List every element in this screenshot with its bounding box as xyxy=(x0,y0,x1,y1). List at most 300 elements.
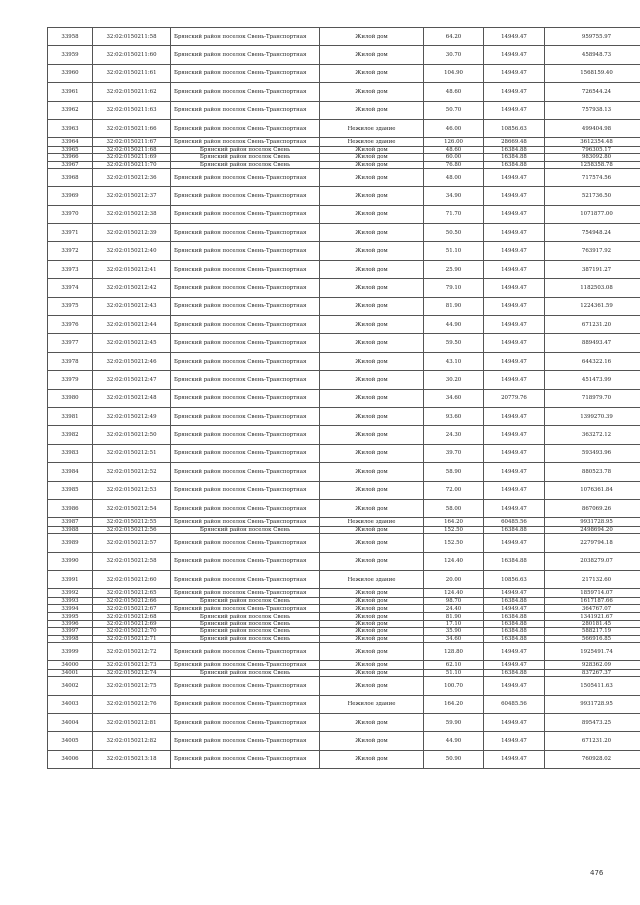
cadastral-number-cell: 32:02:0150212:68 xyxy=(93,613,171,620)
cadastral-number-cell: 32:02:0150212:76 xyxy=(93,695,171,713)
unit-rate-cell: 14949.47 xyxy=(484,279,545,297)
cadastral-number-cell: 32:02:0150212:65 xyxy=(93,589,171,597)
property-table xyxy=(47,27,640,769)
unit-rate-cell: 60485.56 xyxy=(484,518,545,526)
table-row xyxy=(48,669,640,676)
table-row xyxy=(48,101,640,119)
unit-rate-cell: 14949.47 xyxy=(484,28,545,46)
row-number-cell: 33959 xyxy=(48,46,93,64)
row-number-cell: 33991 xyxy=(48,570,93,588)
cadastral-number-cell: 32:02:0150212:37 xyxy=(93,187,171,205)
object-type-cell: Жилой дом xyxy=(320,279,424,297)
row-number-cell: 33964 xyxy=(48,138,93,146)
object-type-cell: Жилой дом xyxy=(320,643,424,661)
cadastral-value-cell: 889493.47 xyxy=(545,334,640,352)
unit-rate-cell: 14949.47 xyxy=(484,297,545,315)
address-cell: Брянский район поселок Свень-Транспортная xyxy=(171,205,320,223)
cadastral-number-cell: 32:02:0150212:36 xyxy=(93,168,171,186)
cadastral-number-cell: 32:02:0150211:62 xyxy=(93,83,171,101)
object-type-cell: Жилой дом xyxy=(320,161,424,168)
cadastral-value-cell: 499404.98 xyxy=(545,119,640,137)
cadastral-value-cell: 796305.17 xyxy=(545,146,640,153)
table-row xyxy=(48,161,640,168)
cadastral-number-cell: 32:02:0150212:39 xyxy=(93,224,171,242)
area-cell: 17.10 xyxy=(424,620,484,627)
row-number-cell: 33979 xyxy=(48,371,93,389)
cadastral-value-cell: 451473.99 xyxy=(545,371,640,389)
area-cell: 100.70 xyxy=(424,677,484,695)
area-cell: 124.40 xyxy=(424,589,484,597)
object-type-cell: Жилой дом xyxy=(320,750,424,768)
row-number-cell: 33984 xyxy=(48,463,93,481)
area-cell: 72.00 xyxy=(424,481,484,499)
address-cell: Брянский район поселок Свень-Транспортная xyxy=(171,138,320,146)
cadastral-number-cell: 32:02:0150213:18 xyxy=(93,750,171,768)
object-type-cell: Жилой дом xyxy=(320,352,424,370)
address-cell: Брянский район поселок Свень xyxy=(171,613,320,620)
unit-rate-cell: 10856.63 xyxy=(484,570,545,588)
table-row xyxy=(48,28,640,46)
table-row xyxy=(48,407,640,425)
object-type-cell: Жилой дом xyxy=(320,168,424,186)
unit-rate-cell: 16384.88 xyxy=(484,613,545,620)
unit-rate-cell: 20779.76 xyxy=(484,389,545,407)
cadastral-number-cell: 32:02:0150212:55 xyxy=(93,518,171,526)
object-type-cell: Жилой дом xyxy=(320,526,424,533)
row-number-cell: 34004 xyxy=(48,713,93,731)
cadastral-value-cell: 1859714.07 xyxy=(545,589,640,597)
cadastral-value-cell: 754948.24 xyxy=(545,224,640,242)
cadastral-value-cell: 280181.45 xyxy=(545,620,640,627)
object-type-cell: Жилой дом xyxy=(320,46,424,64)
address-cell: Брянский район поселок Свень-Транспортная xyxy=(171,352,320,370)
area-cell: 43.10 xyxy=(424,352,484,370)
cadastral-number-cell: 32:02:0150211:70 xyxy=(93,161,171,168)
table-row xyxy=(48,334,640,352)
address-cell: Брянский район поселок Свень-Транспортная xyxy=(171,589,320,597)
cadastral-number-cell: 32:02:0150212:51 xyxy=(93,444,171,462)
cadastral-number-cell: 32:02:0150212:66 xyxy=(93,597,171,604)
area-cell: 34.90 xyxy=(424,187,484,205)
cadastral-value-cell: 2038279.07 xyxy=(545,552,640,570)
area-cell: 62.10 xyxy=(424,661,484,669)
cadastral-number-cell: 32:02:0150212:47 xyxy=(93,371,171,389)
table-row xyxy=(48,297,640,315)
area-cell: 48.00 xyxy=(424,168,484,186)
address-cell: Брянский район поселок Свень xyxy=(171,146,320,153)
table-row xyxy=(48,83,640,101)
row-number-cell: 33967 xyxy=(48,161,93,168)
address-cell: Брянский район поселок Свень xyxy=(171,154,320,161)
row-number-cell: 33971 xyxy=(48,224,93,242)
table-row xyxy=(48,260,640,278)
cadastral-value-cell: 867069.26 xyxy=(545,499,640,517)
cadastral-number-cell: 32:02:0150212:75 xyxy=(93,677,171,695)
table-row xyxy=(48,371,640,389)
row-number-cell: 33988 xyxy=(48,526,93,533)
cadastral-number-cell: 32:02:0150212:52 xyxy=(93,463,171,481)
object-type-cell: Жилой дом xyxy=(320,242,424,260)
unit-rate-cell: 14949.47 xyxy=(484,371,545,389)
row-number-cell: 33960 xyxy=(48,64,93,82)
table-row xyxy=(48,242,640,260)
cadastral-number-cell: 32:02:0150212:81 xyxy=(93,713,171,731)
object-type-cell: Жилой дом xyxy=(320,620,424,627)
cadastral-value-cell: 2279794.18 xyxy=(545,534,640,552)
address-cell: Брянский район поселок Свень-Транспортная xyxy=(171,570,320,588)
cadastral-value-cell: 718979.70 xyxy=(545,389,640,407)
table-row xyxy=(48,205,640,223)
table-row xyxy=(48,613,640,620)
unit-rate-cell: 14949.47 xyxy=(484,83,545,101)
cadastral-number-cell: 32:02:0150212:73 xyxy=(93,661,171,669)
cadastral-number-cell: 32:02:0150212:38 xyxy=(93,205,171,223)
cadastral-number-cell: 32:02:0150212:40 xyxy=(93,242,171,260)
address-cell: Брянский район поселок Свень-Транспортная xyxy=(171,750,320,768)
table-row xyxy=(48,713,640,731)
unit-rate-cell: 14949.47 xyxy=(484,444,545,462)
cadastral-value-cell: 983092.80 xyxy=(545,154,640,161)
row-number-cell: 33993 xyxy=(48,597,93,604)
table-row xyxy=(48,589,640,597)
area-cell: 64.20 xyxy=(424,28,484,46)
cadastral-number-cell: 32:02:0150212:72 xyxy=(93,643,171,661)
row-number-cell: 33969 xyxy=(48,187,93,205)
cadastral-value-cell: 1925491.74 xyxy=(545,643,640,661)
address-cell: Брянский район поселок Свень-Транспортная xyxy=(171,279,320,297)
object-type-cell: Жилой дом xyxy=(320,389,424,407)
cadastral-value-cell: 593493.96 xyxy=(545,444,640,462)
address-cell: Брянский район поселок Свень xyxy=(171,526,320,533)
object-type-cell: Жилой дом xyxy=(320,83,424,101)
object-type-cell: Жилой дом xyxy=(320,444,424,462)
object-type-cell: Жилой дом xyxy=(320,534,424,552)
area-cell: 60.00 xyxy=(424,154,484,161)
area-cell: 25.90 xyxy=(424,260,484,278)
unit-rate-cell: 14949.47 xyxy=(484,481,545,499)
address-cell: Брянский район поселок Свень-Транспортная xyxy=(171,101,320,119)
cadastral-value-cell: 1617187.66 xyxy=(545,597,640,604)
area-cell: 34.60 xyxy=(424,389,484,407)
unit-rate-cell: 14949.47 xyxy=(484,605,545,613)
area-cell: 128.80 xyxy=(424,643,484,661)
unit-rate-cell: 60485.56 xyxy=(484,695,545,713)
address-cell: Брянский район поселок Свень-Транспортная xyxy=(171,552,320,570)
row-number-cell: 33966 xyxy=(48,154,93,161)
area-cell: 24.30 xyxy=(424,426,484,444)
object-type-cell: Жилой дом xyxy=(320,463,424,481)
unit-rate-cell: 14949.47 xyxy=(484,463,545,481)
address-cell: Брянский район поселок Свень xyxy=(171,669,320,676)
table-row xyxy=(48,224,640,242)
row-number-cell: 33998 xyxy=(48,635,93,642)
object-type-cell: Жилой дом xyxy=(320,669,424,676)
table-row xyxy=(48,499,640,517)
area-cell: 164.20 xyxy=(424,695,484,713)
area-cell: 126.00 xyxy=(424,138,484,146)
row-number-cell: 33994 xyxy=(48,605,93,613)
area-cell: 76.80 xyxy=(424,161,484,168)
cadastral-number-cell: 32:02:0150212:82 xyxy=(93,732,171,750)
cadastral-number-cell: 32:02:0150212:54 xyxy=(93,499,171,517)
table-row xyxy=(48,750,640,768)
object-type-cell: Жилой дом xyxy=(320,187,424,205)
address-cell: Брянский район поселок Свень-Транспортная xyxy=(171,46,320,64)
address-cell: Брянский район поселок Свень-Транспортная xyxy=(171,28,320,46)
cadastral-value-cell: 671231.20 xyxy=(545,316,640,334)
cadastral-value-cell: 3612354.48 xyxy=(545,138,640,146)
table-row xyxy=(48,552,640,570)
unit-rate-cell: 14949.47 xyxy=(484,316,545,334)
page-number: 476 xyxy=(590,869,604,877)
table-row xyxy=(48,463,640,481)
cadastral-value-cell: 644322.16 xyxy=(545,352,640,370)
address-cell: Брянский район поселок Свень xyxy=(171,628,320,635)
object-type-cell: Нежилое здание xyxy=(320,570,424,588)
cadastral-value-cell: 837267.37 xyxy=(545,669,640,676)
cadastral-value-cell: 1258358.78 xyxy=(545,161,640,168)
object-type-cell: Нежилое здание xyxy=(320,518,424,526)
cadastral-number-cell: 32:02:0150212:60 xyxy=(93,570,171,588)
area-cell: 34.60 xyxy=(424,635,484,642)
cadastral-number-cell: 32:02:0150212:70 xyxy=(93,628,171,635)
object-type-cell: Жилой дом xyxy=(320,316,424,334)
table-row xyxy=(48,154,640,161)
row-number-cell: 33983 xyxy=(48,444,93,462)
unit-rate-cell: 14949.47 xyxy=(484,242,545,260)
table-body xyxy=(48,28,640,769)
object-type-cell: Жилой дом xyxy=(320,297,424,315)
area-cell: 50.90 xyxy=(424,750,484,768)
table-row xyxy=(48,677,640,695)
cadastral-number-cell: 32:02:0150212:45 xyxy=(93,334,171,352)
cadastral-value-cell: 363272.12 xyxy=(545,426,640,444)
cadastral-value-cell: 1568159.40 xyxy=(545,64,640,82)
row-number-cell: 33974 xyxy=(48,279,93,297)
address-cell: Брянский район поселок Свень-Транспортная xyxy=(171,534,320,552)
object-type-cell: Жилой дом xyxy=(320,426,424,444)
table-row xyxy=(48,279,640,297)
row-number-cell: 33965 xyxy=(48,146,93,153)
row-number-cell: 33961 xyxy=(48,83,93,101)
area-cell: 71.70 xyxy=(424,205,484,223)
address-cell: Брянский район поселок Свень-Транспортная xyxy=(171,389,320,407)
object-type-cell: Нежилое здание xyxy=(320,695,424,713)
cadastral-value-cell: 1076361.84 xyxy=(545,481,640,499)
object-type-cell: Жилой дом xyxy=(320,732,424,750)
table-row xyxy=(48,187,640,205)
table-row xyxy=(48,168,640,186)
address-cell: Брянский район поселок Свень-Транспортная xyxy=(171,260,320,278)
cadastral-number-cell: 32:02:0150212:44 xyxy=(93,316,171,334)
object-type-cell: Нежилое здание xyxy=(320,119,424,137)
table-row xyxy=(48,628,640,635)
object-type-cell: Жилой дом xyxy=(320,154,424,161)
cadastral-number-cell: 32:02:0150211:67 xyxy=(93,138,171,146)
row-number-cell: 34006 xyxy=(48,750,93,768)
cadastral-number-cell: 32:02:0150212:48 xyxy=(93,389,171,407)
cadastral-value-cell: 671231.20 xyxy=(545,732,640,750)
area-cell: 81.90 xyxy=(424,297,484,315)
area-cell: 30.20 xyxy=(424,371,484,389)
cadastral-number-cell: 32:02:0150212:69 xyxy=(93,620,171,627)
object-type-cell: Жилой дом xyxy=(320,635,424,642)
unit-rate-cell: 16384.88 xyxy=(484,597,545,604)
table-row xyxy=(48,64,640,82)
cadastral-number-cell: 32:02:0150212:50 xyxy=(93,426,171,444)
row-number-cell: 33999 xyxy=(48,643,93,661)
area-cell: 79.10 xyxy=(424,279,484,297)
area-cell: 58.90 xyxy=(424,463,484,481)
cadastral-number-cell: 32:02:0150212:43 xyxy=(93,297,171,315)
unit-rate-cell: 16384.88 xyxy=(484,669,545,676)
unit-rate-cell: 14949.47 xyxy=(484,713,545,731)
row-number-cell: 33975 xyxy=(48,297,93,315)
object-type-cell: Жилой дом xyxy=(320,605,424,613)
row-number-cell: 34000 xyxy=(48,661,93,669)
cadastral-number-cell: 32:02:0150211:61 xyxy=(93,64,171,82)
cadastral-number-cell: 32:02:0150212:58 xyxy=(93,552,171,570)
cadastral-value-cell: 364767.07 xyxy=(545,605,640,613)
unit-rate-cell: 10856.63 xyxy=(484,119,545,137)
unit-rate-cell: 14949.47 xyxy=(484,101,545,119)
unit-rate-cell: 16384.88 xyxy=(484,635,545,642)
cadastral-value-cell: 928362.09 xyxy=(545,661,640,669)
cadastral-value-cell: 588217.19 xyxy=(545,628,640,635)
address-cell: Брянский район поселок Свень-Транспортная xyxy=(171,83,320,101)
row-number-cell: 33963 xyxy=(48,119,93,137)
unit-rate-cell: 14949.47 xyxy=(484,677,545,695)
area-cell: 81.90 xyxy=(424,613,484,620)
cadastral-number-cell: 32:02:0150211:69 xyxy=(93,154,171,161)
object-type-cell: Жилой дом xyxy=(320,260,424,278)
row-number-cell: 34005 xyxy=(48,732,93,750)
row-number-cell: 33977 xyxy=(48,334,93,352)
table-row xyxy=(48,635,640,642)
object-type-cell: Жилой дом xyxy=(320,661,424,669)
address-cell: Брянский район поселок Свень-Транспортная xyxy=(171,713,320,731)
unit-rate-cell: 14949.47 xyxy=(484,205,545,223)
area-cell: 124.40 xyxy=(424,552,484,570)
address-cell: Брянский район поселок Свень xyxy=(171,620,320,627)
address-cell: Брянский район поселок Свень-Транспортная xyxy=(171,695,320,713)
cadastral-number-cell: 32:02:0150212:46 xyxy=(93,352,171,370)
area-cell: 44.90 xyxy=(424,732,484,750)
unit-rate-cell: 14949.47 xyxy=(484,334,545,352)
area-cell: 44.90 xyxy=(424,316,484,334)
object-type-cell: Жилой дом xyxy=(320,613,424,620)
area-cell: 48.60 xyxy=(424,83,484,101)
row-number-cell: 33982 xyxy=(48,426,93,444)
address-cell: Брянский район поселок Свень-Транспортная xyxy=(171,499,320,517)
area-cell: 51.10 xyxy=(424,669,484,676)
unit-rate-cell: 14949.47 xyxy=(484,499,545,517)
object-type-cell: Жилой дом xyxy=(320,552,424,570)
table-row xyxy=(48,534,640,552)
address-cell: Брянский район поселок Свень-Транспортная xyxy=(171,732,320,750)
row-number-cell: 33995 xyxy=(48,613,93,620)
unit-rate-cell: 16384.88 xyxy=(484,146,545,153)
row-number-cell: 34001 xyxy=(48,669,93,676)
address-cell: Брянский район поселок Свень-Транспортная xyxy=(171,334,320,352)
cadastral-number-cell: 32:02:0150212:67 xyxy=(93,605,171,613)
cadastral-number-cell: 32:02:0150212:53 xyxy=(93,481,171,499)
row-number-cell: 33968 xyxy=(48,168,93,186)
object-type-cell: Жилой дом xyxy=(320,713,424,731)
unit-rate-cell: 14949.47 xyxy=(484,260,545,278)
unit-rate-cell: 14949.47 xyxy=(484,168,545,186)
unit-rate-cell: 14949.47 xyxy=(484,643,545,661)
area-cell: 59.50 xyxy=(424,334,484,352)
unit-rate-cell: 16384.88 xyxy=(484,161,545,168)
cadastral-number-cell: 32:02:0150211:68 xyxy=(93,146,171,153)
unit-rate-cell: 14949.47 xyxy=(484,64,545,82)
address-cell: Брянский район поселок Свень-Транспортная xyxy=(171,168,320,186)
cadastral-number-cell: 32:02:0150212:49 xyxy=(93,407,171,425)
cadastral-number-cell: 32:02:0150212:56 xyxy=(93,526,171,533)
unit-rate-cell: 14949.47 xyxy=(484,224,545,242)
table-row xyxy=(48,518,640,526)
cadastral-value-cell: 1505411.63 xyxy=(545,677,640,695)
object-type-cell: Жилой дом xyxy=(320,205,424,223)
cadastral-value-cell: 959755.97 xyxy=(545,28,640,46)
area-cell: 20.00 xyxy=(424,570,484,588)
row-number-cell: 34003 xyxy=(48,695,93,713)
unit-rate-cell: 14949.47 xyxy=(484,187,545,205)
row-number-cell: 33980 xyxy=(48,389,93,407)
table-row xyxy=(48,732,640,750)
unit-rate-cell: 16384.88 xyxy=(484,526,545,533)
object-type-cell: Нежилое здание xyxy=(320,138,424,146)
table-row xyxy=(48,661,640,669)
area-cell: 24.40 xyxy=(424,605,484,613)
unit-rate-cell: 16384.88 xyxy=(484,552,545,570)
area-cell: 51.10 xyxy=(424,242,484,260)
table-row xyxy=(48,138,640,146)
table-row xyxy=(48,481,640,499)
area-cell: 104.90 xyxy=(424,64,484,82)
row-number-cell: 33962 xyxy=(48,101,93,119)
table-row xyxy=(48,444,640,462)
row-number-cell: 33972 xyxy=(48,242,93,260)
unit-rate-cell: 16384.88 xyxy=(484,154,545,161)
address-cell: Брянский район поселок Свень xyxy=(171,635,320,642)
table-row xyxy=(48,597,640,604)
row-number-cell: 33985 xyxy=(48,481,93,499)
unit-rate-cell: 14949.47 xyxy=(484,661,545,669)
table-row xyxy=(48,426,640,444)
area-cell: 50.70 xyxy=(424,101,484,119)
row-number-cell: 33973 xyxy=(48,260,93,278)
unit-rate-cell: 14949.47 xyxy=(484,426,545,444)
row-number-cell: 33990 xyxy=(48,552,93,570)
cadastral-value-cell: 9931728.95 xyxy=(545,695,640,713)
row-number-cell: 33958 xyxy=(48,28,93,46)
address-cell: Брянский район поселок Свень-Транспортная xyxy=(171,426,320,444)
cadastral-value-cell: 387191.27 xyxy=(545,260,640,278)
cadastral-value-cell: 757938.13 xyxy=(545,101,640,119)
area-cell: 98.70 xyxy=(424,597,484,604)
cadastral-value-cell: 1071877.00 xyxy=(545,205,640,223)
cadastral-number-cell: 32:02:0150212:41 xyxy=(93,260,171,278)
object-type-cell: Жилой дом xyxy=(320,597,424,604)
object-type-cell: Жилой дом xyxy=(320,101,424,119)
object-type-cell: Жилой дом xyxy=(320,371,424,389)
cadastral-number-cell: 32:02:0150212:42 xyxy=(93,279,171,297)
cadastral-number-cell: 32:02:0150212:74 xyxy=(93,669,171,676)
area-cell: 58.00 xyxy=(424,499,484,517)
object-type-cell: Жилой дом xyxy=(320,677,424,695)
